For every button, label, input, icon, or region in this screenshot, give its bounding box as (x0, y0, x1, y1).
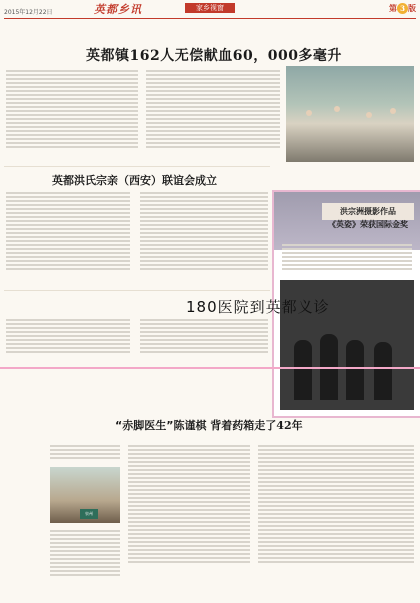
headline-barefoot-doctor: “赤脚医生”陈谨棋 背着药箱走了42年 (115, 419, 303, 432)
section-divider (4, 290, 270, 291)
article-body-clan-1 (6, 190, 130, 288)
award-title-line2: 《英姿》荣获国际金奖 (328, 219, 408, 229)
section-divider (4, 166, 270, 167)
award-body-text (282, 242, 412, 276)
article-body-clinic-1 (6, 317, 130, 365)
article-body-clinic-2 (140, 317, 268, 365)
masthead: 英都乡讯 (94, 3, 142, 16)
article-body-blood-2 (146, 68, 280, 168)
page-header (0, 0, 420, 20)
headline-blood-donation: 英都镇162人无偿献血60，000多毫升 (86, 48, 342, 64)
feature-body-3 (258, 443, 414, 595)
feature-body-1 (50, 528, 120, 594)
feature-body-2 (128, 443, 250, 595)
page-number: 第 3 版 (389, 3, 416, 13)
headline-clan-association: 英都洪氏宗亲（西安）联谊会成立 (52, 174, 217, 187)
article-body-clan-2 (140, 190, 268, 288)
headline-free-clinic: 180医院到英都义诊 (186, 298, 330, 316)
doctor-photo (50, 467, 120, 523)
issue-date: 2015年12月22日 (4, 9, 53, 16)
feature-intro-text (50, 443, 120, 465)
award-title-line1: 洪宗洲摄影作品 (322, 203, 414, 220)
article-body-blood-1 (6, 68, 138, 168)
clinic-sign: 泉州 (80, 509, 98, 519)
header-rule (4, 18, 416, 19)
blood-donation-photo (286, 66, 414, 162)
section-tag: 家乡视窗 (185, 3, 235, 13)
